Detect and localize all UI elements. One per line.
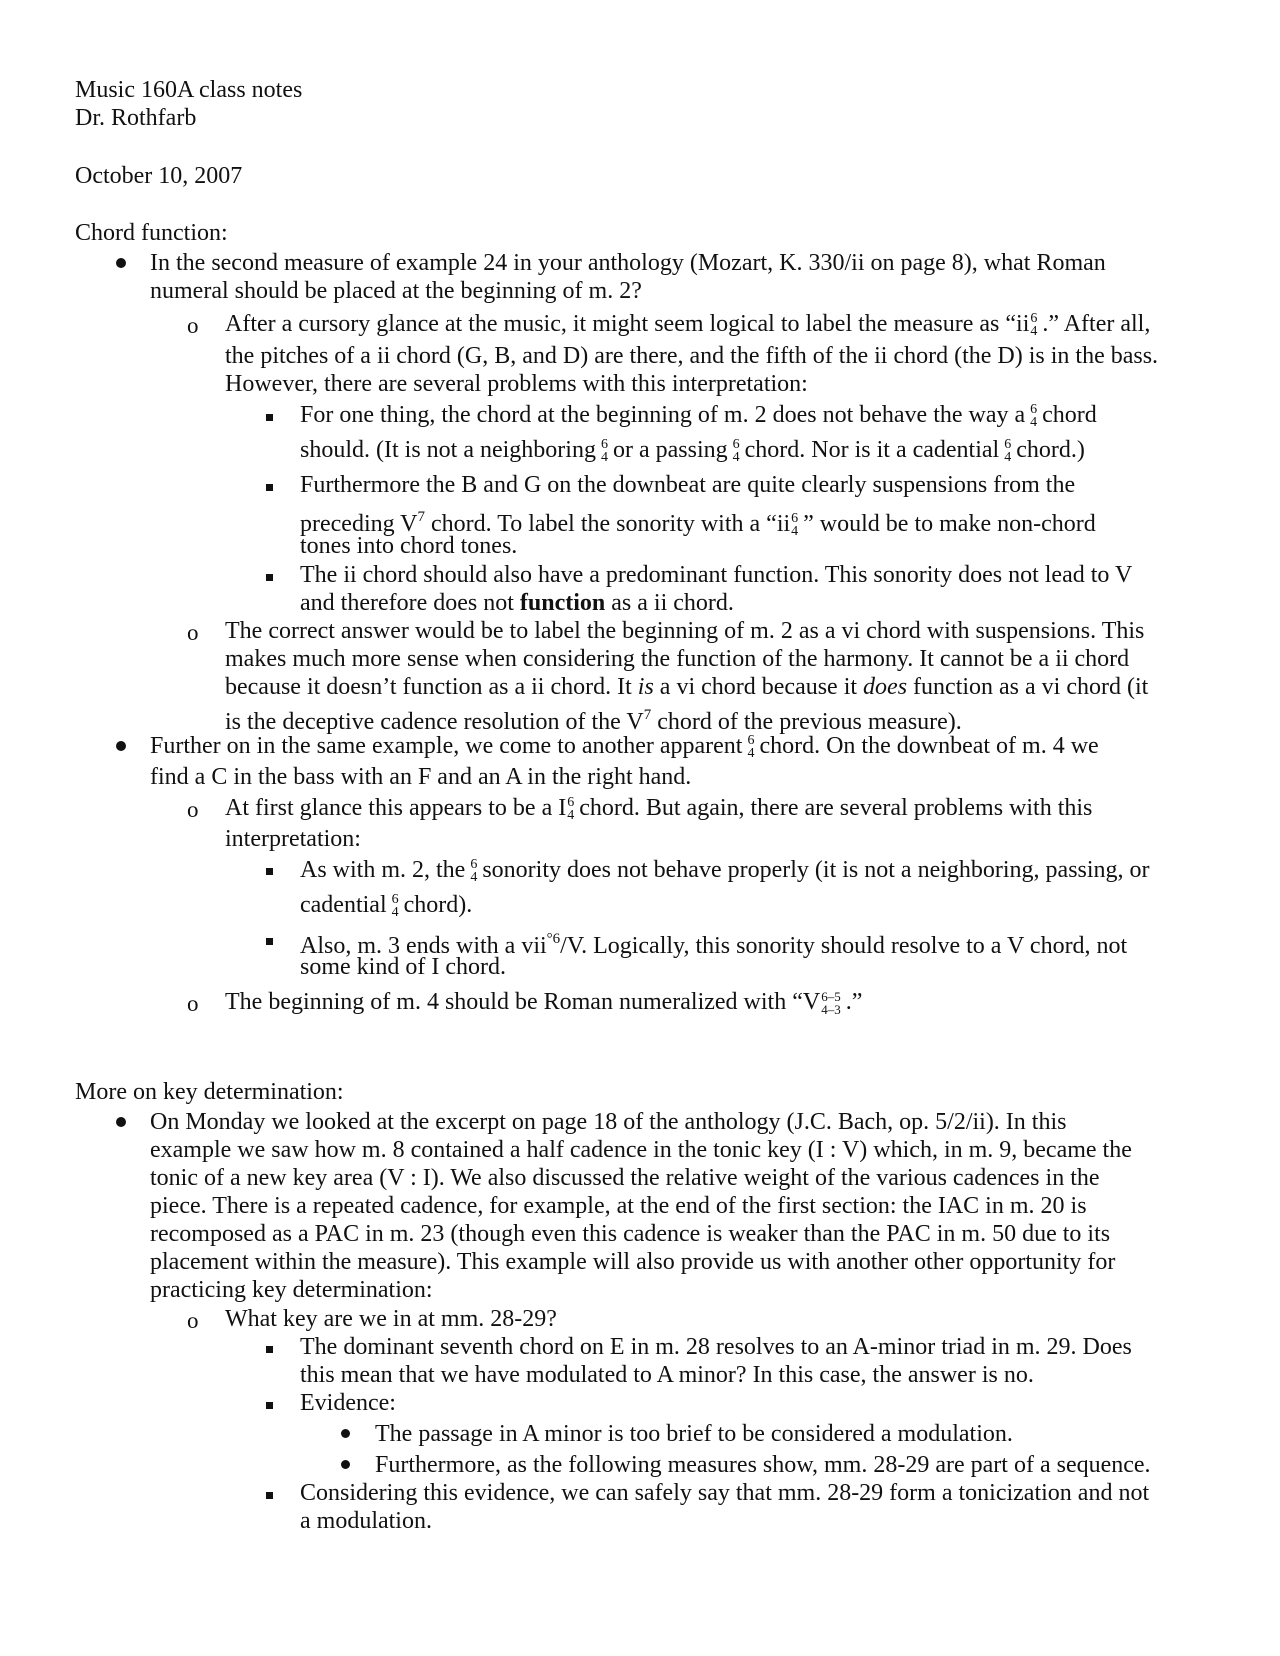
bullet-level3 (266, 414, 273, 421)
figured-bass-64: 6 4 (391, 892, 399, 921)
bullet-level2: o (187, 313, 199, 338)
bullet-level2: o (187, 797, 199, 822)
answer-line: The beginning of m. 4 should be Roman numeralized with “V 6–5 4–3 .” (225, 989, 863, 1018)
answer-line: the pitches of a ii chord (G, B, and D) are there, and the fifth of the ii chord (the D) is in the bass. (225, 343, 1159, 369)
question-line: placement within the measure). This example will also provide us with another other opportunity for (150, 1249, 1116, 1275)
course-title: Music 160A class notes (75, 77, 303, 103)
point-line: a modulation. (300, 1508, 432, 1534)
bullet-level3 (266, 1346, 273, 1353)
figured-bass-64: 6 4 (747, 733, 755, 762)
bullet-level1 (116, 741, 126, 751)
point-line: cadential 6 4 chord). (300, 892, 473, 921)
point-line: this mean that we have modulated to A minor? In this case, the answer is no. (300, 1362, 1034, 1388)
point-line: Considering this evidence, we can safely say that mm. 28-29 form a tonicization and not (300, 1480, 1150, 1506)
answer-line: makes much more sense when considering the function of the harmony. It cannot be a ii chord (225, 646, 1130, 672)
bullet-level4 (341, 1429, 350, 1438)
section-heading-key-determination: More on key determination: (75, 1079, 344, 1105)
detail-line: The passage in A minor is too brief to be considered a modulation. (375, 1421, 1013, 1447)
answer-line: However, there are several problems with this interpretation: (225, 371, 808, 397)
bullet-level3 (266, 574, 273, 581)
point-line: Evidence: (300, 1390, 396, 1416)
figured-bass-64: 6 4 (791, 511, 799, 540)
point-line: and therefore does not function as a ii chord. (300, 590, 734, 616)
answer-line: interpretation: (225, 826, 361, 852)
figured-bass-64: 6 4 (1004, 437, 1012, 466)
point-line: tones into chord tones. (300, 533, 518, 559)
answer-line: After a cursory glance at the music, it might seem logical to label the measure as “ii 6 4 .” After all, (225, 311, 1151, 340)
question-line: In the second measure of example 24 in your anthology (Mozart, K. 330/ii on page 8), what Roman (150, 250, 1106, 276)
point-line: Furthermore the B and G on the downbeat are quite clearly suspensions from the (300, 472, 1076, 498)
date-line: October 10, 2007 (75, 163, 243, 189)
figured-bass-6543: 6–5 4–3 (821, 989, 841, 1018)
point-line: preceding $V^7$ chord. To label the sonority with a “ii 6 4 ” would be to make non-chord (300, 509, 1096, 540)
figured-bass-64: 6 4 (732, 437, 740, 466)
figured-bass-64: 6 4 (567, 795, 575, 824)
bullet-level3 (266, 938, 273, 945)
question-line: Further on in the same example, we come to another apparent 6 4 chord. On the downbeat of m. 4 we (150, 733, 1099, 762)
point-line: For one thing, the chord at the beginning of m. 2 does not behave the way a 6 4 chord (300, 402, 1097, 431)
answer-line: At first glance this appears to be a I 6 4 chord. But again, there are several problems with this (225, 795, 1093, 824)
figured-bass-64: 6 4 (1030, 402, 1038, 431)
point-line: some kind of I chord. (300, 954, 506, 980)
bullet-level3 (266, 484, 273, 491)
question-line: On Monday we looked at the excerpt on page 18 of the anthology (J.C. Bach, op. 5/2/ii). In this (150, 1109, 1067, 1135)
question-line: example we saw how m. 8 contained a half cadence in the tonic key (I : V) which, in m. 9, became the (150, 1137, 1132, 1163)
bullet-level2: o (187, 991, 199, 1016)
question-line: piece. There is a repeated cadence, for example, at the end of the first section: the IAC in m. 20 is (150, 1193, 1087, 1219)
answer-line: is the deceptive cadence resolution of the $V^7$ chord of the previous measure). (225, 707, 962, 735)
question-line: recomposed as a PAC in m. 23 (though even this cadence is weaker than the PAC in m. 50 due to its (150, 1221, 1111, 1247)
bullet-level2: o (187, 620, 199, 645)
question-line: tonic of a new key area (V : I). We also discussed the relative weight of the various cadences in the (150, 1165, 1100, 1191)
point-line: The ii chord should also have a predominant function. This sonority does not lead to V (300, 562, 1133, 588)
bullet-level1 (116, 258, 126, 268)
question-line: numeral should be placed at the beginning of m. 2? (150, 278, 642, 304)
detail-line: Furthermore, as the following measures show, mm. 28-29 are part of a sequence. (375, 1452, 1151, 1478)
bullet-level1 (116, 1117, 126, 1127)
bullet-level3 (266, 1492, 273, 1499)
point-line: should. (It is not a neighboring 6 4 or a passing 6 4 chord. Nor is it a cadential 6 4 chord.) (300, 437, 1085, 466)
point-line: Also, m. 3 ends with a vii$^{^\circ 6}$/V. Logically, this sonority should resolve to a V chord, not (300, 931, 1128, 959)
bullet-level4 (341, 1460, 350, 1469)
answer-line: The correct answer would be to label the beginning of m. 2 as a vi chord with suspensions. This (225, 618, 1145, 644)
figured-bass-64: 6 4 (600, 437, 608, 466)
bullet-level2: o (187, 1308, 199, 1333)
point-line: The dominant seventh chord on E in m. 28 resolves to an A-minor triad in m. 29. Does (300, 1334, 1132, 1360)
bullet-level3 (266, 868, 273, 875)
point-line: As with m. 2, the 6 4 sonority does not behave properly (it is not a neighboring, passing, or (300, 857, 1150, 886)
question-line: practicing key determination: (150, 1277, 433, 1303)
answer-line: What key are we in at mm. 28-29? (225, 1306, 557, 1332)
section-heading-chord-function: Chord function: (75, 220, 228, 246)
answer-line: because it doesn’t function as a ii chord. It is a vi chord because it does function as a vi chord (it (225, 674, 1149, 700)
figured-bass-64: 6 4 (1030, 311, 1038, 340)
question-line: find a C in the bass with an F and an A in the right hand. (150, 764, 692, 790)
bullet-level3 (266, 1402, 273, 1409)
figured-bass-64: 6 4 (470, 857, 478, 886)
instructor-name: Dr. Rothfarb (75, 105, 197, 131)
